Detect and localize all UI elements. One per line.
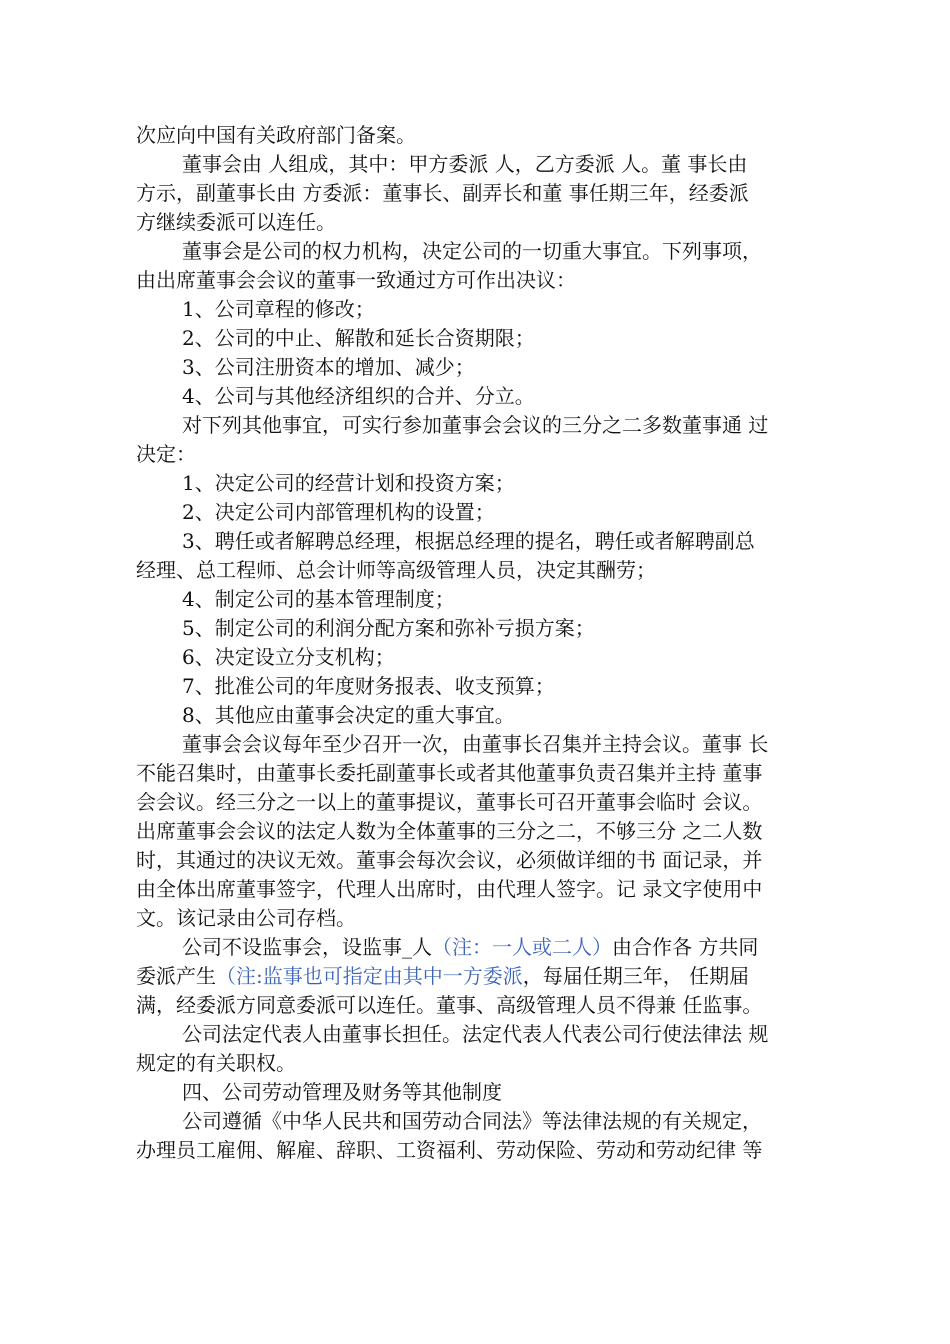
section-heading: 四、公司劳动管理及财务等其他制度	[182, 1080, 502, 1104]
text-line: 会会议。经三分之一以上的董事提议，董事长可召开董事会临时 会议。	[136, 790, 763, 814]
text-line: 方继续委派可以连任。	[136, 210, 336, 234]
list-item: 4、制定公司的基本管理制度；	[182, 587, 455, 611]
text-line: 董事会由 人组成，其中：甲方委派 人，乙方委派 人。董 事长由	[182, 152, 748, 176]
text-line: 公司遵循《中华人民共和国劳动合同法》等法律法规的有关规定，	[182, 1109, 762, 1133]
text-line: 对下列其他事宜，可实行参加董事会会议的三分之二多数董事通 过	[182, 413, 769, 437]
text-line: 不能召集时，由董事长委托副董事长或者其他董事负责召集并主持 董事	[136, 761, 763, 785]
list-item: 6、决定设立分支机构；	[182, 645, 395, 669]
text-line: 时，其通过的决议无效。董事会每次会议，必须做详细的书 面记录，并	[136, 848, 763, 872]
list-item: 4、公司与其他经济组织的合并、分立。	[182, 384, 535, 408]
text-line: 次应向中国有关政府部门备案。	[136, 123, 416, 147]
note-annotation: （注：一人或二人）	[432, 935, 612, 959]
list-item: 1、决定公司的经营计划和投资方案；	[182, 471, 515, 495]
list-item: 2、公司的中止、解散和延长合资期限；	[182, 326, 535, 350]
text-line: 规定的有关职权。	[136, 1051, 296, 1075]
supervisor-line-2	[136, 962, 816, 991]
text-line: 董事会是公司的权力机构，决定公司的一切重大事宜。下列事项，	[182, 239, 762, 263]
text-line: 公司法定代表人由董事长担任。法定代表人代表公司行使法律法 规	[182, 1022, 769, 1046]
list-item: 7、批准公司的年度财务报表、收支预算；	[182, 674, 555, 698]
text-segment: 委派产生	[136, 964, 216, 988]
list-item: 1、公司章程的修改；	[182, 297, 375, 321]
document-page	[136, 121, 816, 1165]
text-line: 文。该记录由公司存档。	[136, 906, 356, 930]
text-line: 方示，副董事长由 方委派：董事长、副弄长和董 事任期三年，经委派	[136, 181, 749, 205]
text-line: 由全体出席董事签字，代理人出席时，由代理人签字。记 录文字使用中	[136, 877, 763, 901]
list-item: 3、公司注册资本的增加、减少；	[182, 355, 475, 379]
text-segment: ，每届任期三年， 任期届	[522, 964, 750, 988]
text-line: 办理员工雇佣、解雇、辞职、工资福利、劳动保险、劳动和劳动纪律 等	[136, 1138, 763, 1162]
list-item: 5、制定公司的利润分配方案和弥补亏损方案；	[182, 616, 595, 640]
text-line: 经理、总工程师、总会计师等高级管理人员，决定其酬劳；	[136, 558, 656, 582]
note-annotation: （注:监事也可指定由其中一方委派	[216, 964, 523, 988]
supervisor-line-1	[136, 933, 816, 962]
list-item: 8、其他应由董事会决定的重大事宜。	[182, 703, 515, 727]
text-line: 由出席董事会会议的董事一致通过方可作出决议：	[136, 268, 576, 292]
text-line: 出席董事会会议的法定人数为全体董事的三分之二，不够三分 之二人数	[136, 819, 763, 843]
text-segment: 由合作各 方共同	[612, 935, 759, 959]
text-segment: 公司不设监事会，设监事_人	[182, 935, 432, 959]
text-line: 董事会会议每年至少召开一次，由董事长召集并主持会议。董事 长	[182, 732, 769, 756]
list-item: 2、决定公司内部管理机构的设置；	[182, 500, 495, 524]
supervisor-line-3: 满，经委派方同意委派可以连任。董事、高级管理人员不得兼 任监事。	[136, 993, 763, 1017]
text-line: 决定：	[136, 442, 196, 466]
list-item: 3、聘任或者解聘总经理，根据总经理的提名，聘任或者解聘副总	[182, 529, 755, 553]
